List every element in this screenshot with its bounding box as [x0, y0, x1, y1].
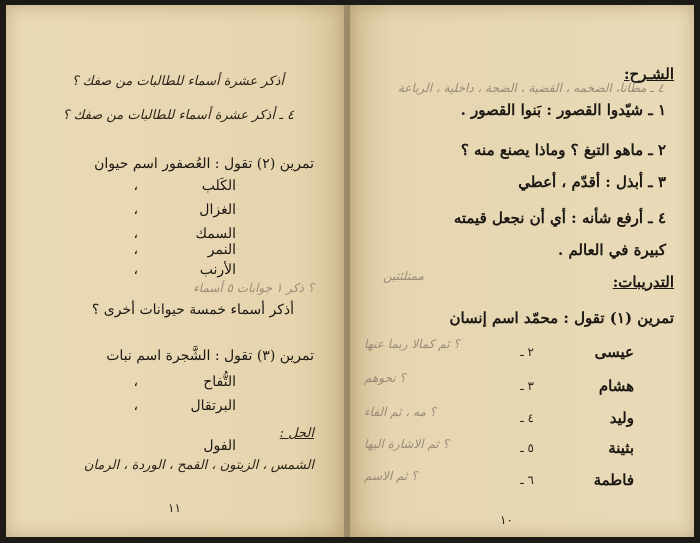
exercise-3: تمرين (٣) تقول : الشَّجرة اسم نبات	[106, 348, 314, 364]
ditto-mark: ،	[133, 374, 138, 390]
left-page	[6, 5, 344, 537]
exercise-word: الفول	[203, 438, 236, 454]
section-title: الشـرح:	[623, 65, 674, 83]
faint-note: ممتلئتين	[383, 269, 424, 283]
question-line: ٤ ـ أذكر عشرة أسماء للطالبات من صفك ؟	[62, 108, 294, 123]
solution-label: الحل :	[279, 426, 314, 441]
page-number: ١١	[168, 501, 181, 515]
ditto-mark: ،	[133, 242, 138, 258]
handwritten-note: ؟ ثم الاسم	[364, 469, 418, 483]
ditto-mark: ،	[133, 202, 138, 218]
answer-word: هشام	[598, 377, 634, 395]
explanation-line: ٤ ـ أرفع شأنه : أي أن نجعل قيمته	[453, 209, 666, 227]
answer-mark: ٥ ـ	[520, 441, 534, 455]
question-line: أذكر عشرة أسماء للطالبات من صفك ؟	[71, 74, 284, 89]
answer-word: عيسى	[594, 343, 634, 361]
answer-mark: ٢ ـ	[520, 345, 534, 359]
ditto-mark: ،	[133, 226, 138, 242]
explanation-line: ٣ ـ أبذل : أقدّم ، أعطي	[518, 173, 666, 191]
ditto-mark: ،	[133, 398, 138, 414]
explanation-line: ٢ ـ ماهو التبغ ؟ وماذا يصنع منه ؟	[460, 141, 666, 159]
exercise-word: الغزال	[199, 202, 236, 218]
exercise-word: النمر	[207, 242, 236, 258]
handwritten-note: ؟ ثم كمالا ربما عنها	[364, 337, 460, 351]
exercise-word: البرتقال	[190, 398, 236, 414]
answer-mark: ٦ ـ	[520, 473, 534, 487]
answer-word: وليد	[609, 409, 634, 427]
exercise-word: التُّفاح	[203, 374, 236, 390]
exercise-word: الأرنب	[199, 262, 236, 278]
answer-word: بثينة	[608, 439, 634, 457]
question-line: أذكر أسماء خمسة حيوانات أخرى ؟	[91, 302, 294, 318]
answer-mark: ٣ ـ	[520, 379, 534, 393]
exercise-2: تمرين (٢) تقول : العُصفور اسم حيوان	[94, 156, 314, 172]
page-number: ١٠	[500, 513, 513, 527]
right-page	[350, 5, 694, 537]
faint-note: ؟ ذكر ١ جوابات ٥ أسماء	[193, 281, 314, 295]
handwritten-note: ؟ ثم الاشارة اليها	[364, 437, 449, 451]
explanation-line: ١ ـ شيّدوا القصور : بَنوا القصور .	[460, 101, 666, 119]
exercise-word: الكَلب	[201, 178, 236, 194]
ditto-mark: ،	[133, 178, 138, 194]
ditto-mark: ،	[133, 262, 138, 278]
drills-title: التدريبات:	[612, 273, 674, 291]
handwritten-line: الشمس ، الزيتون ، القمح ، الوردة ، الرمان	[83, 458, 314, 473]
explanation-line: كبيرة في العالم .	[558, 241, 666, 259]
answer-word: فاطمة	[593, 471, 634, 489]
answer-mark: ٤ ـ	[520, 411, 534, 425]
exercise-word: السمك	[195, 226, 236, 242]
handwritten-note: ؟ نحوهم	[364, 371, 406, 385]
exercise-1: تمرين (١) تقول : محمّد اسم إنسان	[449, 309, 674, 327]
handwritten-note: ؟ مه ، ثم الفاء	[364, 405, 437, 419]
faint-note: ٤ ـ مطانا، الضخمه ، القضية ، الضجة ، داخلية ، الرباعة	[397, 81, 664, 95]
